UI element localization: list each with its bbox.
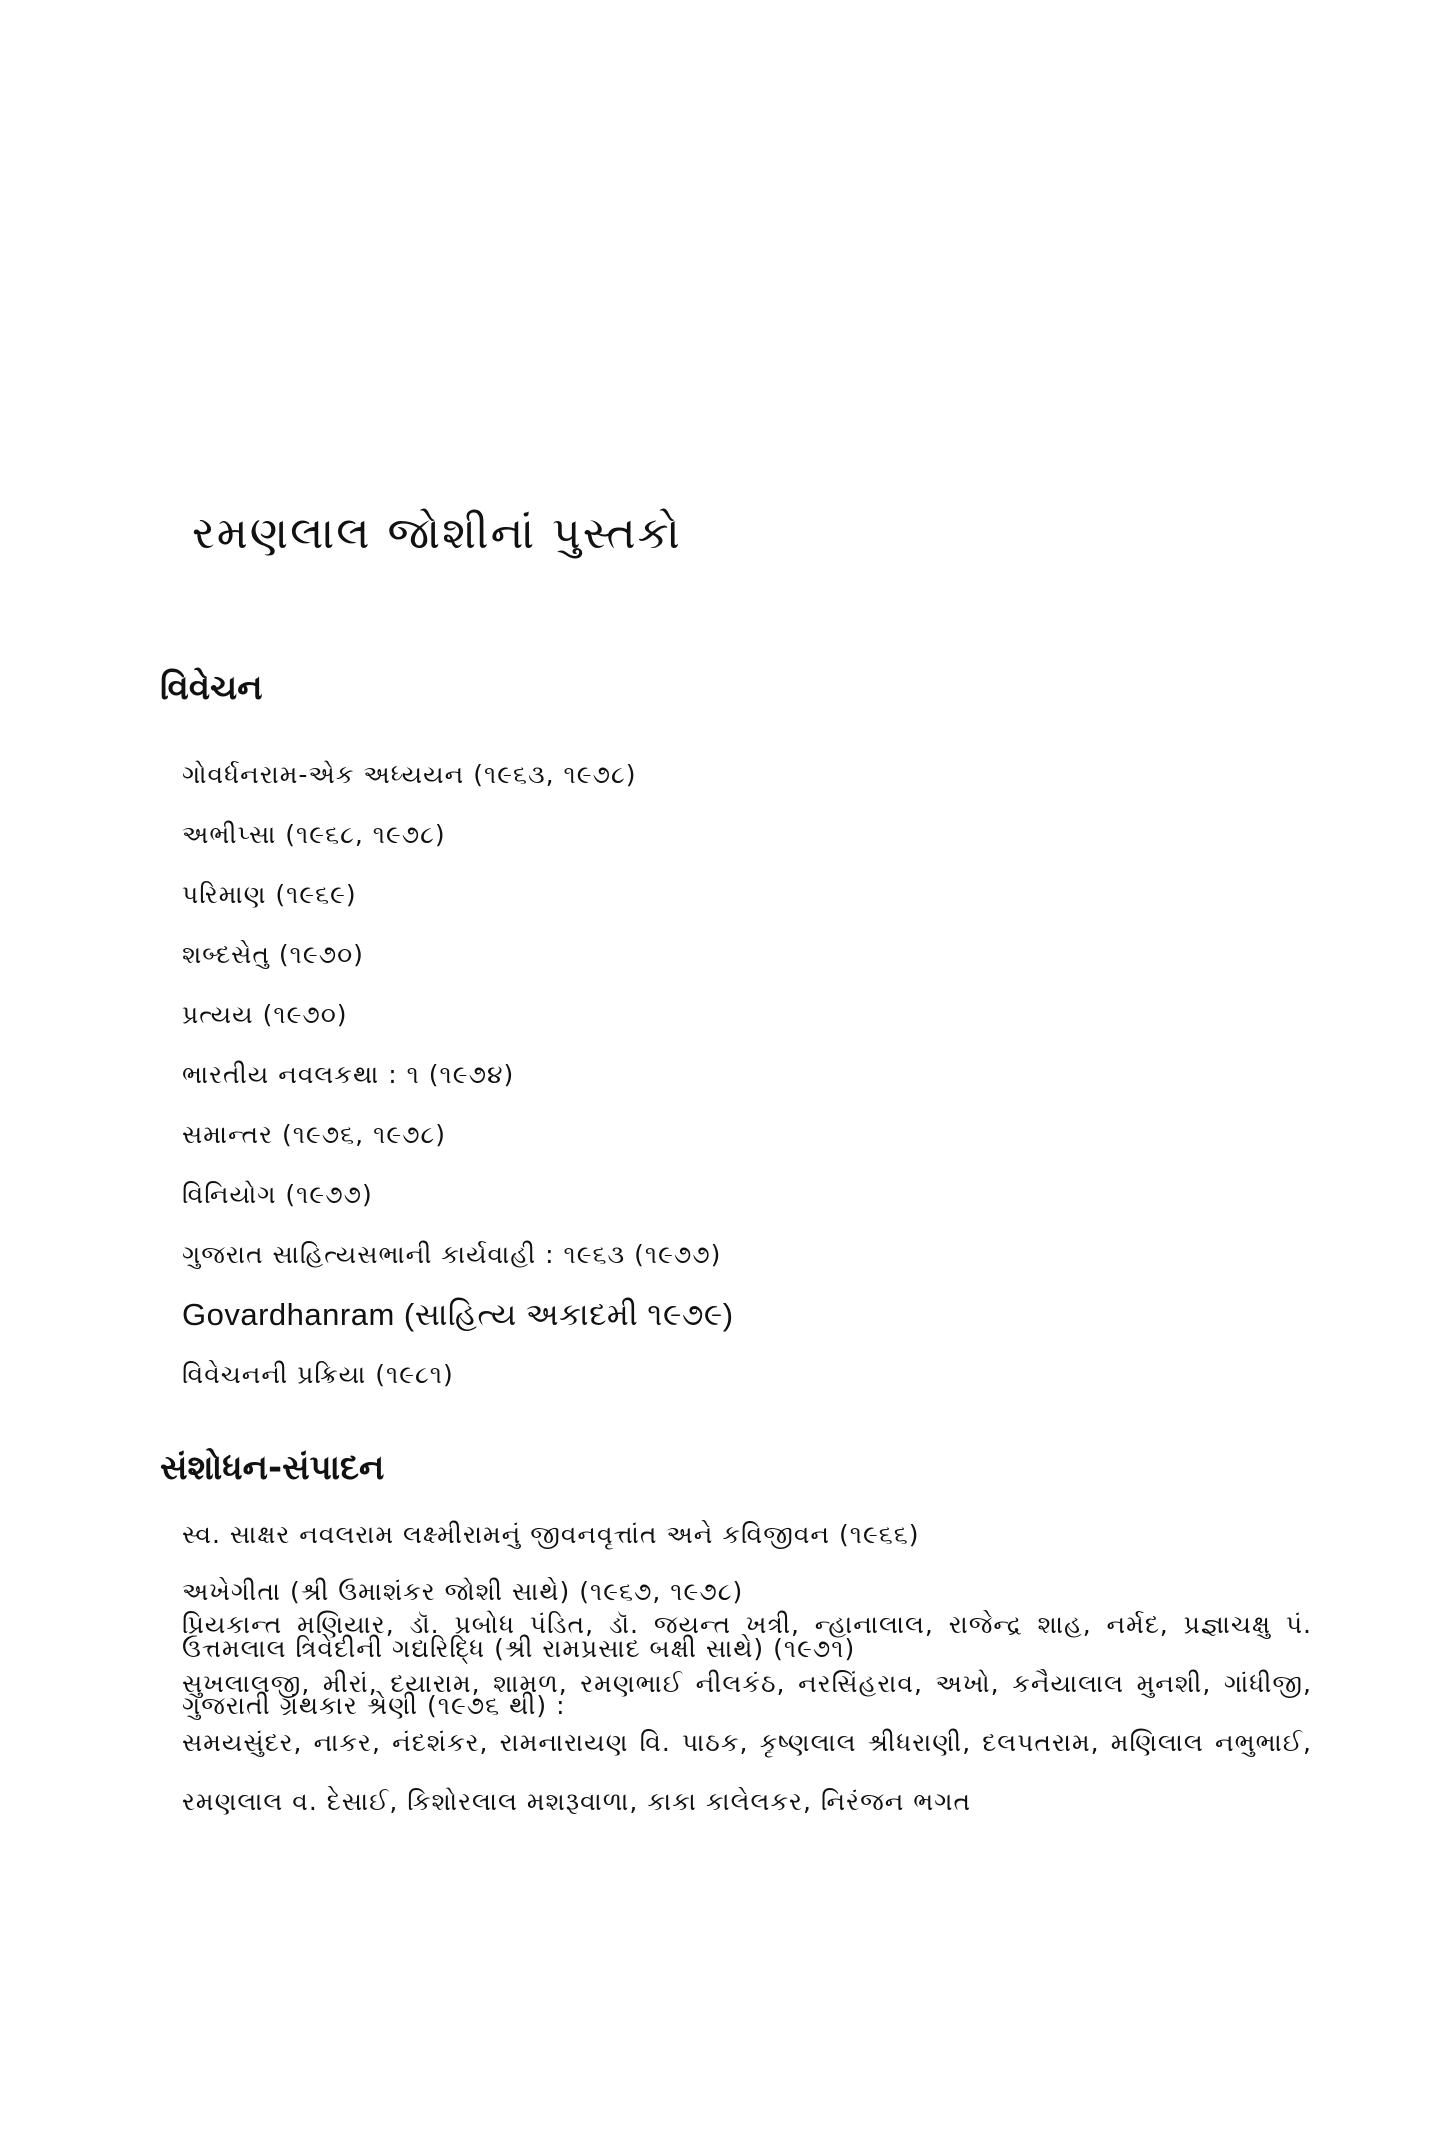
book-item: અભીપ્સા (૧૯૬૮, ૧૯૭૮)	[182, 820, 446, 849]
book-item: સમાન્તર (૧૯૭૬, ૧૯૭૮)	[182, 1120, 446, 1149]
book-item: સ્વ. સાક્ષર નવલરામ લક્ષ્મીરામનું જીવનવૃત્તાંત અને કવિજીવન (૧૯૬૬)	[182, 1520, 920, 1549]
book-item: ગુજરાતી ગ્રંથકાર શ્રેણી (૧૯૭૬ થી) :	[182, 1691, 566, 1720]
book-item: ઉત્તમલાલ ત્રિવેદીની ગદ્યરિદ્ધિ (શ્રી રામપ્રસાદ બક્ષી સાથે) (૧૯૭૧)	[182, 1634, 856, 1663]
author-series-list: પ્રિયકાન્ત મણિયાર, ડૉ. પ્રબોધ પંડિત, ડૉ. જયન્ત ખત્રી, ન્હાનાલાલ, રાજેન્દ્ર શાહ, નર્મદ, પ્રજ્ઞાચક્ષુ પં. સુખલાલજી, મીરાં, દયારામ, શામળ, રમણભાઈ નીલકંઠ, નરસિંહરાવ, અખો, કનૈયાલાલ મુનશી, ગાંધીજી, સમયસુંદર, નાકર, નંદશંકર, રામનારાયણ વિ. પાઠક, કૃષ્ણલાલ શ્રીધરાણી, દલપતરામ, મણિલાલ નભુભાઈ, રમણલાલ વ. દેસાઈ, કિશોરલાલ મશરૂવાળા, કાકા કાલેલકર, નિરંજન ભગત	[182, 1610, 1312, 1816]
book-item: શબ્દસેતુ (૧૯૭૦)	[182, 940, 364, 969]
book-item: ગુજરાત સાહિત્યસભાની કાર્યવાહી : ૧૯૬૩ (૧૯૭૭)	[182, 1240, 722, 1269]
book-item: ગોવર્ધનરામ-એક અધ્યયન (૧૯૬૩, ૧૯૭૮)	[182, 760, 637, 789]
page-title: રમણલાલ જોશીનાં પુસ્તકો	[192, 508, 682, 559]
book-item: પ્રત્યય (૧૯૭૦)	[182, 1000, 348, 1029]
book-item: વિનિયોગ (૧૯૭૭)	[182, 1180, 373, 1209]
book-item: અખેગીતા (શ્રી ઉમાશંકર જોશી સાથે) (૧૯૬૭, ૧૯૭૮)	[182, 1577, 744, 1606]
section-heading-criticism: વિવેચન	[160, 668, 263, 708]
book-item: Govardhanram (સાહિત્ય અકાદમી ૧૯૭૯)	[182, 1297, 734, 1332]
section-heading-research-editing: સંશોધન-સંપાદન	[160, 1448, 385, 1488]
book-item: વિવેચનની પ્રક્રિયા (૧૯૮૧)	[182, 1360, 454, 1389]
book-item: ભારતીય નવલકથા : ૧ (૧૯૭૪)	[182, 1060, 515, 1089]
criticism-book-list	[182, 745, 734, 1405]
book-item: પરિમાણ (૧૯૬૯)	[182, 880, 357, 909]
